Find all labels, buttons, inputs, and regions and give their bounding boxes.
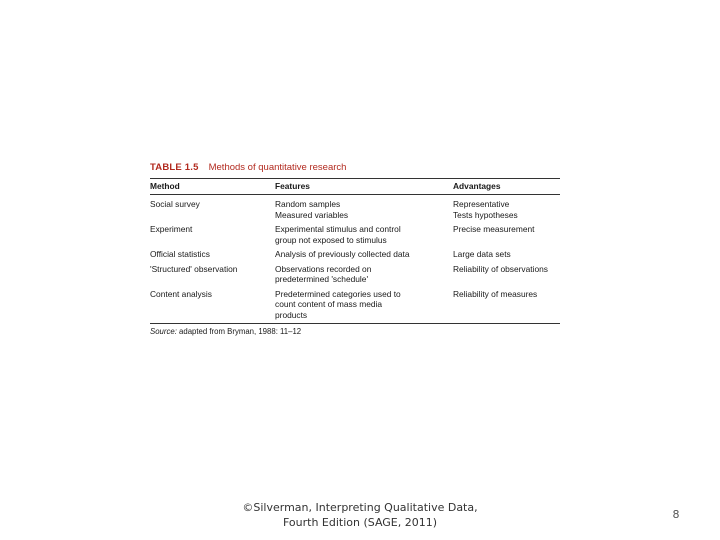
advantages-cell (453, 262, 560, 287)
footer-line-2: Fourth Edition (SAGE, 2011) (282, 516, 438, 529)
features-line: Observations recorded on (275, 263, 372, 274)
method-cell: Content analysis (150, 288, 212, 299)
advantages-line: Reliability of measures (453, 288, 538, 299)
advantages-line: Precise measurement (453, 224, 535, 234)
source-label: Source: (150, 327, 177, 336)
features-cell (275, 287, 453, 324)
table-header-row (150, 179, 560, 195)
advantages-line: Representative (453, 199, 510, 209)
advantages-cell (453, 195, 560, 223)
slide-footer (235, 500, 485, 530)
table-row (150, 222, 560, 247)
features-line: Measured variables (275, 209, 349, 220)
table-caption: Methods of quantitative research (208, 162, 347, 173)
features-line: Analysis of previously collected data (275, 249, 410, 259)
table-bottom-rule (150, 323, 560, 324)
source-text: adapted from Bryman, 1988: 11–12 (176, 327, 302, 336)
table-source-note (150, 327, 560, 337)
method-cell: Experiment (150, 224, 193, 234)
features-line: Random samples (275, 199, 341, 209)
methods-table (150, 179, 560, 323)
features-cell (275, 262, 453, 287)
table-title (150, 162, 560, 176)
advantages-line: Reliability of observations (453, 263, 548, 274)
method-cell: 'Structured' observation (150, 263, 238, 274)
advantages-line: Tests hypotheses (453, 209, 518, 220)
features-cell (275, 222, 453, 247)
features-cell (275, 195, 453, 223)
features-line: Predetermined categories used to (275, 288, 401, 299)
features-line: predetermined 'schedule' (275, 274, 369, 284)
features-line: group not exposed to stimulus (275, 234, 387, 245)
table-row (150, 262, 560, 287)
header-features: Features (275, 181, 310, 192)
table-number: TABLE 1.5 (150, 162, 199, 173)
page-number: 8 (672, 508, 680, 521)
method-cell: Official statistics (150, 249, 210, 259)
table-row (150, 195, 560, 223)
features-line: products (275, 309, 308, 320)
header-method: Method (150, 181, 180, 192)
header-advantages: Advantages (453, 181, 501, 192)
method-cell: Social survey (150, 199, 200, 209)
table-figure (150, 162, 560, 337)
footer-line-1: ©Silverman, Interpreting Qualitative Data, (242, 501, 478, 514)
table-row (150, 247, 560, 262)
table-row (150, 287, 560, 324)
advantages-cell (453, 247, 560, 262)
features-line: count content of mass media (275, 299, 383, 309)
advantages-cell (453, 287, 560, 324)
advantages-line: Large data sets (453, 249, 511, 259)
features-cell (275, 247, 453, 262)
advantages-cell (453, 222, 560, 247)
features-line: Experimental stimulus and control (275, 224, 401, 234)
